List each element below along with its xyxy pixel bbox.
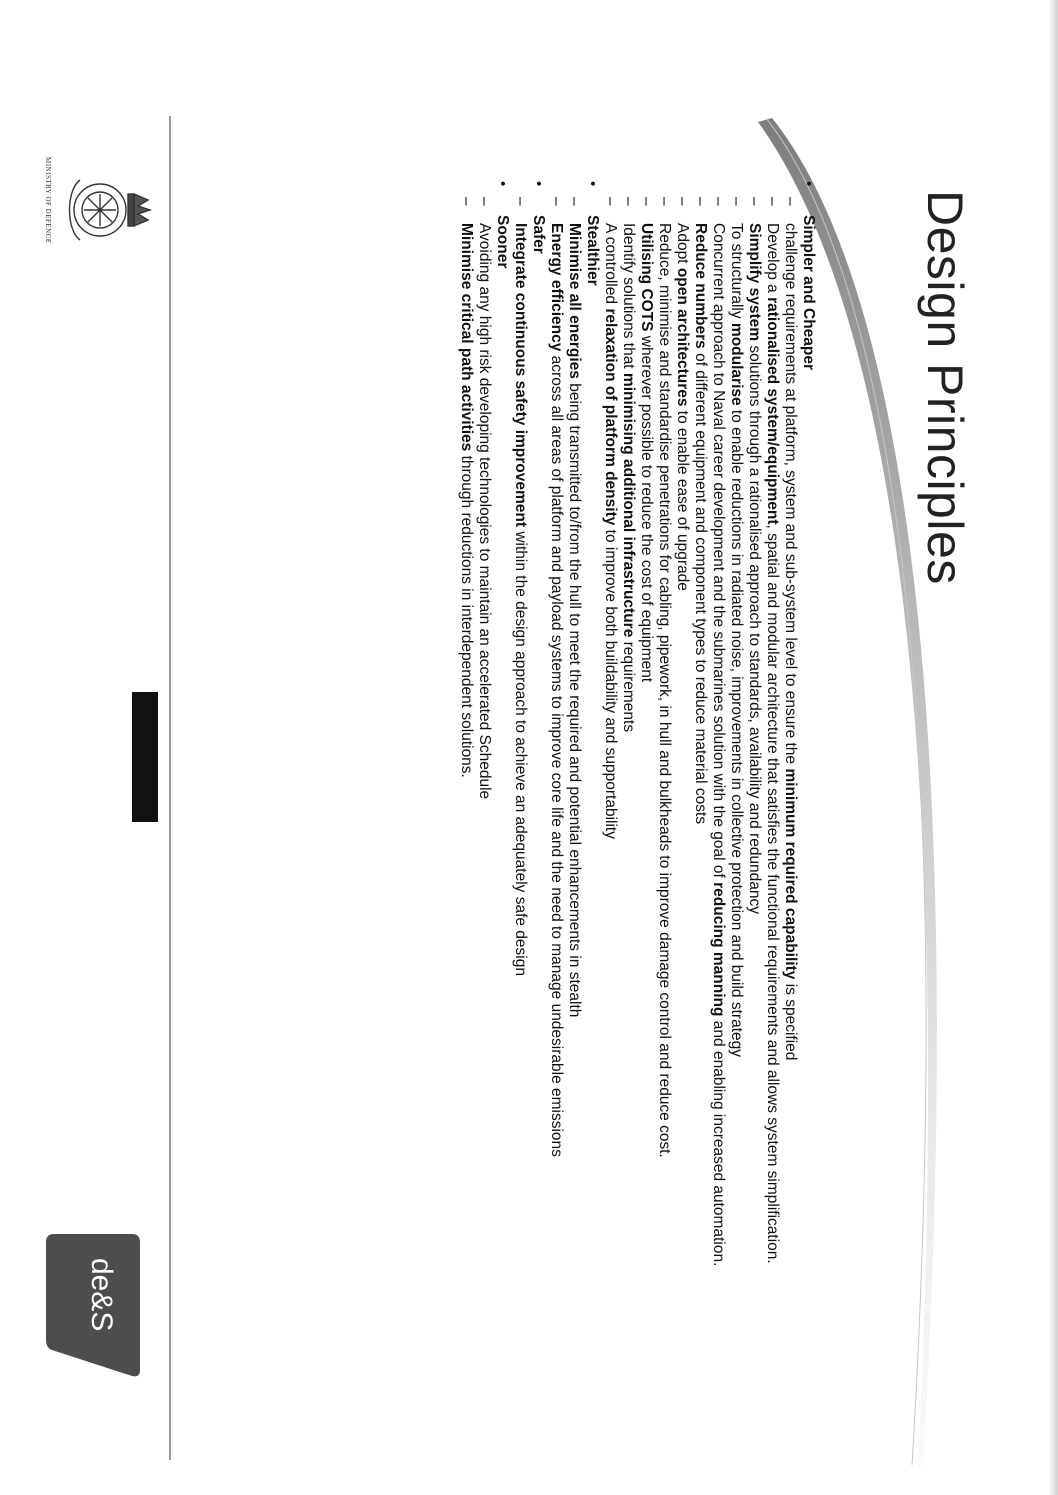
list-item: – Reduce, minimise and standardise penetrations for cabling, pipework, in hull and bulkheads to improve damage control and reduce cost. — [656, 197, 673, 1158]
section-title: Safer — [530, 215, 547, 254]
crown-crest-icon — [38, 150, 158, 270]
section-title: Stealthier — [584, 215, 601, 286]
dash-icon: – — [512, 197, 529, 206]
section-simpler-cheaper — [799, 175, 817, 1385]
dash-icon: – — [476, 197, 493, 206]
bullet-icon: • — [530, 181, 547, 187]
list-item: – Reduce numbers of different equipment and component types to reduce material costs — [692, 197, 709, 825]
dash-icon: – — [728, 197, 745, 206]
dash-icon: – — [710, 197, 727, 206]
section-title: Simpler and Cheaper — [800, 215, 817, 371]
dash-icon: – — [674, 197, 691, 206]
list-item: – Utilising COTS wherever possible to reduce the cost of equipment — [638, 197, 655, 683]
page-title: Design Principles — [917, 190, 973, 585]
des-logo — [44, 1230, 146, 1380]
dash-icon: – — [620, 197, 637, 206]
dash-icon: – — [692, 197, 709, 206]
section-safer — [529, 175, 547, 1385]
list-item: – Energy efficiency across all areas of platform and payload systems to improve core life and the need to manage undesirable emissions — [548, 197, 565, 1157]
section-title: Sooner — [494, 215, 511, 269]
footer-divider — [169, 116, 171, 1460]
des-logo-text: de&S — [85, 1258, 118, 1332]
dash-icon: – — [638, 197, 655, 206]
bullet-icon: • — [494, 181, 511, 187]
list-item: – Integrate continuous safety improvement within the design approach to achieve an adequately safe design — [512, 197, 529, 976]
list-item: – Identify solutions that minimising additional infrastructure requirements — [620, 197, 637, 733]
redaction-bar — [132, 692, 158, 822]
dash-icon: – — [746, 197, 763, 206]
list-item: – To structurally modularise to enable reductions in radiated noise, improvements in collective protection and build strategy — [728, 197, 745, 1057]
list-item: – Minimise all energies being transmitted to/from the hull to meet the required and potential enhancements in stealth — [566, 197, 583, 1018]
dash-icon: – — [782, 197, 799, 206]
crest-caption: MINISTRY OF DEFENCE — [44, 157, 52, 244]
dash-icon: – — [602, 197, 619, 206]
bullet-icon: • — [800, 181, 817, 187]
list-item: – A controlled relaxation of platform density to improve both buildability and supportability — [602, 197, 619, 839]
list-item: – challenge requirements at platform, system and sub-system level to ensure the minimum required capability is specified — [782, 197, 799, 1061]
list-item: – Avoiding any high risk developing technologies to maintain an accelerated Schedule — [476, 197, 493, 800]
dash-icon: – — [656, 197, 673, 206]
principles-list — [457, 175, 817, 1385]
list-item: – Adopt open architectures to enable ease of upgrade — [674, 197, 691, 591]
list-item: – Develop a rationalised system/equipment, spatial and modular architecture that satisfies the functional requirements and allows system simplification. — [764, 197, 781, 1264]
dash-icon: – — [458, 197, 475, 206]
list-item: – Simplify system solutions through a rationalised approach to standards, availability and redundancy — [746, 197, 763, 915]
dash-icon: – — [566, 197, 583, 206]
dash-icon: – — [548, 197, 565, 206]
dash-icon: – — [764, 197, 781, 206]
section-stealthier — [583, 175, 601, 1385]
bullet-icon: • — [584, 181, 601, 187]
list-item: – Minimise critical path activities through reductions in interdependent solutions. — [458, 197, 475, 778]
section-sooner — [493, 175, 511, 1385]
list-item: – Concurrent approach to Naval career development and the submarines solution with the goal of reducing manning and enabling increased automation. — [710, 197, 727, 1267]
